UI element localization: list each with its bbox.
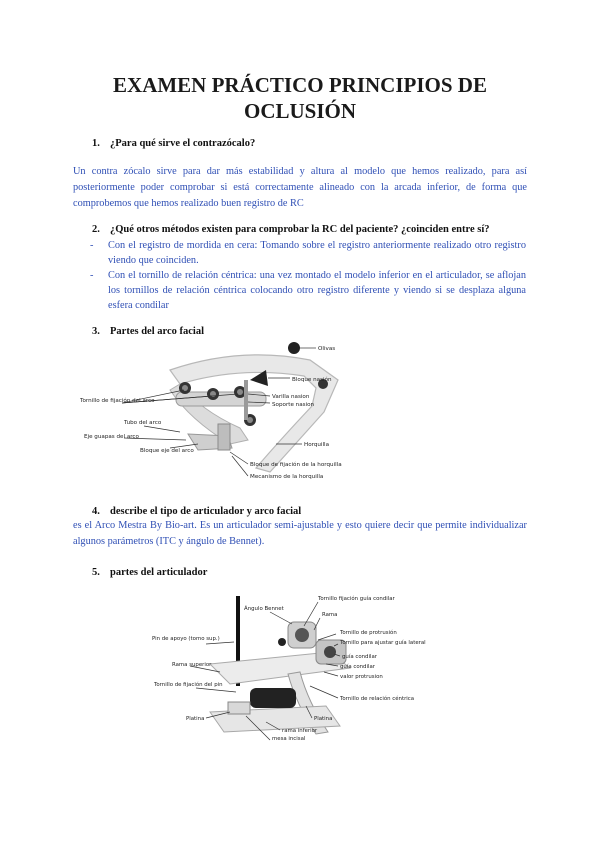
answer-2-bullet-1 bbox=[90, 238, 526, 268]
label-platina-inferior: Platina bbox=[314, 716, 333, 722]
label-bloque-nasion: Bloque nasión bbox=[292, 377, 332, 383]
question-2-text: ¿Qué otros métodos existen para comprobar la RC del paciente? ¿coinciden entre sí? bbox=[110, 224, 490, 235]
label-horquilla: Horquilla bbox=[304, 442, 330, 448]
label-pin-apoyo: Pin de apoyo (tomo sup.) bbox=[152, 636, 220, 642]
answer-4: es el Arco Mestra By Bio-art. Es un articulador semi-ajustable y esto quiere decir que permite individualizar algunos parámetros (ITC y ángulo de Bennet). bbox=[73, 520, 527, 547]
label-eje-arco: Eje guapas del arco bbox=[84, 434, 139, 440]
label-mesa-incisal: mesa incisal bbox=[272, 736, 306, 742]
question-3-number: 3. bbox=[92, 326, 100, 337]
question-4-number: 4. bbox=[92, 506, 100, 517]
answer-2-bullet-2 bbox=[90, 268, 526, 313]
question-5-number: 5. bbox=[92, 567, 100, 578]
question-4 bbox=[92, 506, 301, 517]
label-soporte-nasion: Soporte nasion bbox=[272, 402, 315, 408]
title-line-1: EXAMEN PRÁCTICO PRINCIPIOS DE bbox=[113, 73, 487, 97]
label-guia-condilar: guía condilar bbox=[342, 654, 377, 660]
label-bloque-eje: Bloque eje del arco bbox=[140, 448, 194, 454]
facebow-figure bbox=[80, 340, 380, 490]
answer-2-bullet-2-text: Con el tornillo de relación céntrica: una vez montado el modelo inferior en el articulador, se aflojan los tornillos de relación céntrica colocando otro registro diferente y viendo si se desplaza alguna esfera condilar bbox=[108, 270, 526, 311]
question-3 bbox=[92, 326, 204, 337]
label-rama-inferior: rama inferior bbox=[282, 728, 318, 734]
question-5 bbox=[92, 567, 207, 578]
label-rama-superior: Rama superior bbox=[172, 662, 212, 668]
label-bloque-fijacion-horquilla: Bloque de fijación de la horquilla bbox=[250, 462, 342, 468]
question-2-number: 2. bbox=[92, 224, 100, 235]
label-esfera-condilar: guía condilar bbox=[340, 664, 375, 670]
question-1-text: ¿Para qué sirve el contrazócalo? bbox=[110, 138, 256, 149]
question-5-text: partes del articulador bbox=[110, 567, 208, 578]
label-varilla-nasion: Varilla nasion bbox=[272, 394, 310, 400]
label-mecanismo-horquilla: Mecanismo de la horquilla bbox=[250, 474, 324, 480]
label-tornillo-fijacion-arco: Tornillo de fijación del arco bbox=[80, 398, 155, 404]
question-4-text: describe el tipo de articulador y arco facial bbox=[110, 506, 302, 517]
answer-2-bullet-1-text: Con el registro de mordida en cera: Tomando sobre el registro anteriormente realizado otro registro viendo que coinciden. bbox=[108, 240, 526, 266]
question-3-text: Partes del arco facial bbox=[110, 326, 204, 337]
label-tornillo-relacion: Tornillo de relación céntrica bbox=[340, 696, 415, 702]
label-rama: Rama bbox=[322, 612, 338, 618]
page-title bbox=[60, 72, 540, 124]
bullet-dash: - bbox=[90, 240, 94, 251]
label-tornillo-protrusion: Tornillo de protrusión bbox=[340, 630, 397, 636]
label-tornillo-fijacion-guia: Tornillo fijación guía condilar bbox=[318, 596, 395, 602]
label-tornillo-fijacion-pin: Tornillo de fijación del pin bbox=[154, 682, 223, 688]
label-olivas: Olivas bbox=[318, 346, 336, 352]
question-1-number: 1. bbox=[92, 138, 100, 149]
label-angulo-bennet: Ángulo Bennet bbox=[244, 606, 284, 612]
label-platina: Platina bbox=[186, 716, 205, 722]
articulator-figure bbox=[150, 582, 480, 742]
question-1 bbox=[92, 138, 255, 149]
title-line-2: OCLUSIÓN bbox=[243, 99, 357, 123]
label-tornillo-ajustar-guia: Tornillo para ajustar guía lateral bbox=[340, 640, 426, 646]
label-valor-protrusion: valor protrusion bbox=[340, 674, 383, 680]
answer-1: Un contra zócalo sirve para dar más estabilidad y altura al modelo que hemos realizado, para así posteriormente poder comprobar si está correctamente alineado con la arcada inferior, de forma que comprobemos que hemos realizado buen registro de RC bbox=[73, 166, 527, 209]
bullet-dash: - bbox=[90, 270, 94, 281]
label-tubo-arco: Tubo del arco bbox=[124, 420, 162, 426]
question-2 bbox=[92, 224, 490, 235]
